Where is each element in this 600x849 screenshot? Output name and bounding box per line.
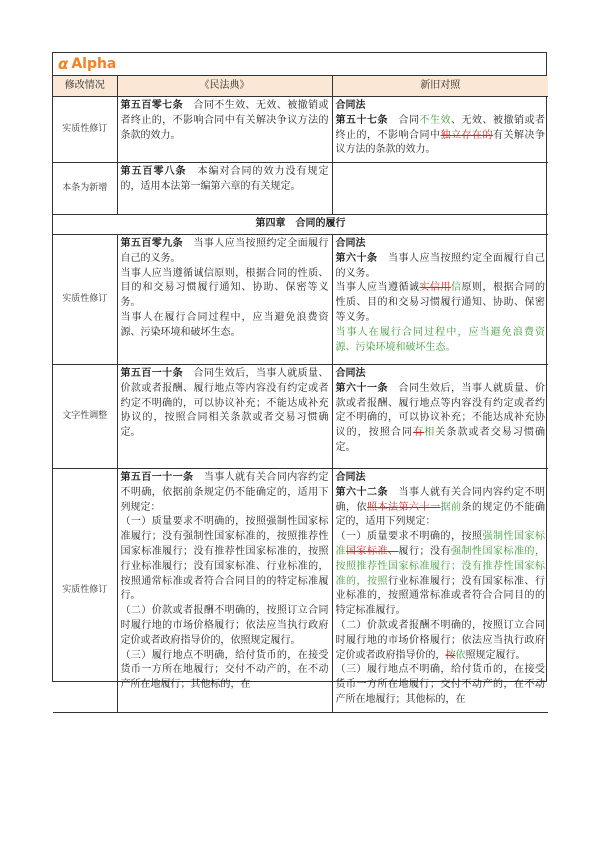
deleted-text: 实信用: [419, 282, 451, 294]
article-title: 第五百零八条: [120, 166, 187, 178]
header-revision: 修改情况: [53, 76, 117, 97]
deleted-text: 照本法第六十一: [367, 501, 441, 513]
article-title: 第六十条: [335, 252, 378, 264]
civil-code-cell: [117, 468, 332, 712]
text-segment: （一）质量要求不明确的，按照: [335, 531, 483, 543]
comparison-cell: [332, 97, 548, 163]
text-segment: 关条款或者交易习惯确定。: [335, 427, 546, 453]
paragraph-text: 当事人就有关合同内容约定不明确，依据前条规定仍不能确定的，适用下列规定：: [120, 471, 329, 513]
deleted-text: 按: [445, 649, 456, 661]
chapter-title: 第四章 合同的履行: [53, 215, 548, 235]
law-name: 合同法: [335, 237, 366, 249]
law-name: 合同法: [335, 367, 366, 379]
brand-name: Alpha: [71, 56, 117, 72]
header-comparison: 新旧对照: [332, 76, 548, 97]
deleted-text: 有: [413, 427, 425, 439]
revision-type: 文字性调整: [53, 364, 117, 468]
text-segment: 照规定履行。: [465, 649, 526, 661]
civil-code-cell: [117, 364, 332, 468]
law-name: 合同法: [335, 100, 366, 111]
table-header-row: [53, 76, 548, 97]
paragraph-text: 当事人应当按照约定全面履行自己的义务。: [120, 237, 329, 264]
article-text: 本编对合同的效力没有规定的，适用本法第一编第六章的有关规定。: [120, 166, 329, 192]
added-text: 强制性国家标准的，按照推荐性国家标准履行；没有推荐性国家标准的，按照: [335, 545, 545, 587]
revision-type: 本条为新增: [53, 163, 117, 215]
text-segment: 当事人就有关合同内容约定不明确，依: [335, 486, 545, 513]
comparison-cell: [332, 468, 548, 712]
deleted-text: 独立存在的: [440, 129, 493, 141]
added-text: 信: [451, 282, 462, 294]
paragraph: 当事人在履行合同过程中，应当避免浪费资源、污染环境和破坏生态。: [120, 311, 329, 338]
text-segment: 原则，根据合同的性质、目的和交易习惯履行通知、协助、保密等义务。: [335, 282, 545, 323]
law-name: 合同法: [335, 471, 366, 483]
added-text: 强制性国家标准: [335, 531, 545, 557]
comparison-cell: [332, 364, 548, 468]
header-civil-code: 《民法典》: [117, 76, 332, 97]
article-title: 第五百一十条: [120, 367, 184, 379]
article-text: 合同不生效、无效、被撤销或者终止的，不影响合同中有关解决争议方法的条款的效力。: [120, 100, 329, 141]
document-page: [52, 52, 547, 705]
article-title: 第五百一十一条: [120, 471, 194, 483]
comparison-cell: [332, 163, 548, 215]
civil-code-cell: [117, 97, 332, 163]
article-title: 第六十二条: [335, 486, 388, 498]
added-text: 依: [455, 649, 466, 661]
paragraph: （三）履行地点不明确，给付货币的，在接受货币一方所在地履行；交付不动产的，在不动产所在地履行；其他标的，在: [335, 664, 545, 705]
table-row: [53, 364, 548, 468]
added-paragraph: 当事人在履行合同过程中，应当避免浪费资源、污染环境和破坏生态。: [335, 326, 545, 353]
revision-type: 实质性修订: [53, 468, 117, 712]
article-title: 第五百零七条: [120, 100, 184, 111]
deleted-text: 国家标准、: [346, 545, 399, 557]
added-text: 相: [424, 427, 436, 439]
added-text: 不生效: [419, 114, 451, 126]
text-segment: 合同生效后，当事人就质量、价款或者报酬、履行地点等内容没有约定或者约定不明确的，可以协议补充；不能达成补充协议的，按照合同: [335, 382, 545, 439]
article-title: 第五十七条: [335, 114, 388, 126]
brand-header: [53, 53, 546, 76]
text-segment: （二）价款或者报酬不明确的，按照订立合同时履行地的市场价格履行；依法应当执行政府定价或者政府指导价的，: [335, 619, 545, 661]
article-text: 合同生效后，当事人就质量、价款或者报酬、履行地点等内容没有约定或者约定不明确的，可以协议补充；不能达成补充协议的，按照合同相关条款或者交易习惯确定。: [120, 367, 329, 439]
revision-type: 实质性修订: [53, 234, 117, 364]
chapter-row: [53, 215, 548, 235]
revision-type: 实质性修订: [53, 97, 117, 163]
paragraph-text: 当事人应当按照约定全面履行自己的义务。: [335, 252, 545, 279]
text-segment: 当事人应当遵循诚: [335, 282, 420, 294]
table-row: [53, 234, 548, 364]
text-segment: 行业标准履行；没有国家标准、行业标准的，按照通常标准或者符合合同目的的特定标准履行。: [335, 575, 545, 617]
added-text: 据前: [440, 501, 462, 513]
paragraph: （三）履行地点不明确，给付货币的，在接受货币一方所在地履行；交付不动产的，在不动产所在地履行；其他标的，在: [120, 649, 329, 691]
comparison-table: [53, 76, 548, 713]
text-segment: 合同: [398, 114, 420, 126]
table-row: [53, 163, 548, 215]
comparison-cell: [332, 234, 548, 364]
text-segment: 有关解决争议方法的条款的效力。: [335, 129, 545, 156]
article-title: 第六十一条: [335, 382, 388, 394]
paragraph: （二）价款或者报酬不明确的，按照订立合同时履行地的市场价格履行；依法应当执行政府定价或者政府指导价的，依照规定履行。: [120, 605, 329, 646]
civil-code-cell: [117, 234, 332, 364]
article-title: 第五百零九条: [120, 237, 184, 249]
civil-code-cell: [117, 163, 332, 215]
text-segment: 、无效、被撤销或者终止的，不影响合同中: [335, 114, 545, 141]
paragraph: 当事人应当遵循诚信原则，根据合同的性质、目的和交易习惯履行通知、协助、保密等义务。: [120, 267, 329, 309]
table-row: [53, 468, 548, 712]
text-segment: 条的规定仍不能确定的，适用下列规定：: [335, 501, 545, 528]
paragraph: （一）质量要求不明确的，按照强制性国家标准履行；没有强制性国家标准的，按照推荐性国家标准履行；没有推荐性国家标准的，按照行业标准履行；没有国家标准、行业标准的，按照通常标准或者符合合同目的的特定标准履行。: [120, 516, 329, 602]
text-segment: 履行；没有: [398, 545, 451, 557]
alpha-logo-icon: α: [58, 55, 69, 73]
table-row: [53, 97, 548, 163]
